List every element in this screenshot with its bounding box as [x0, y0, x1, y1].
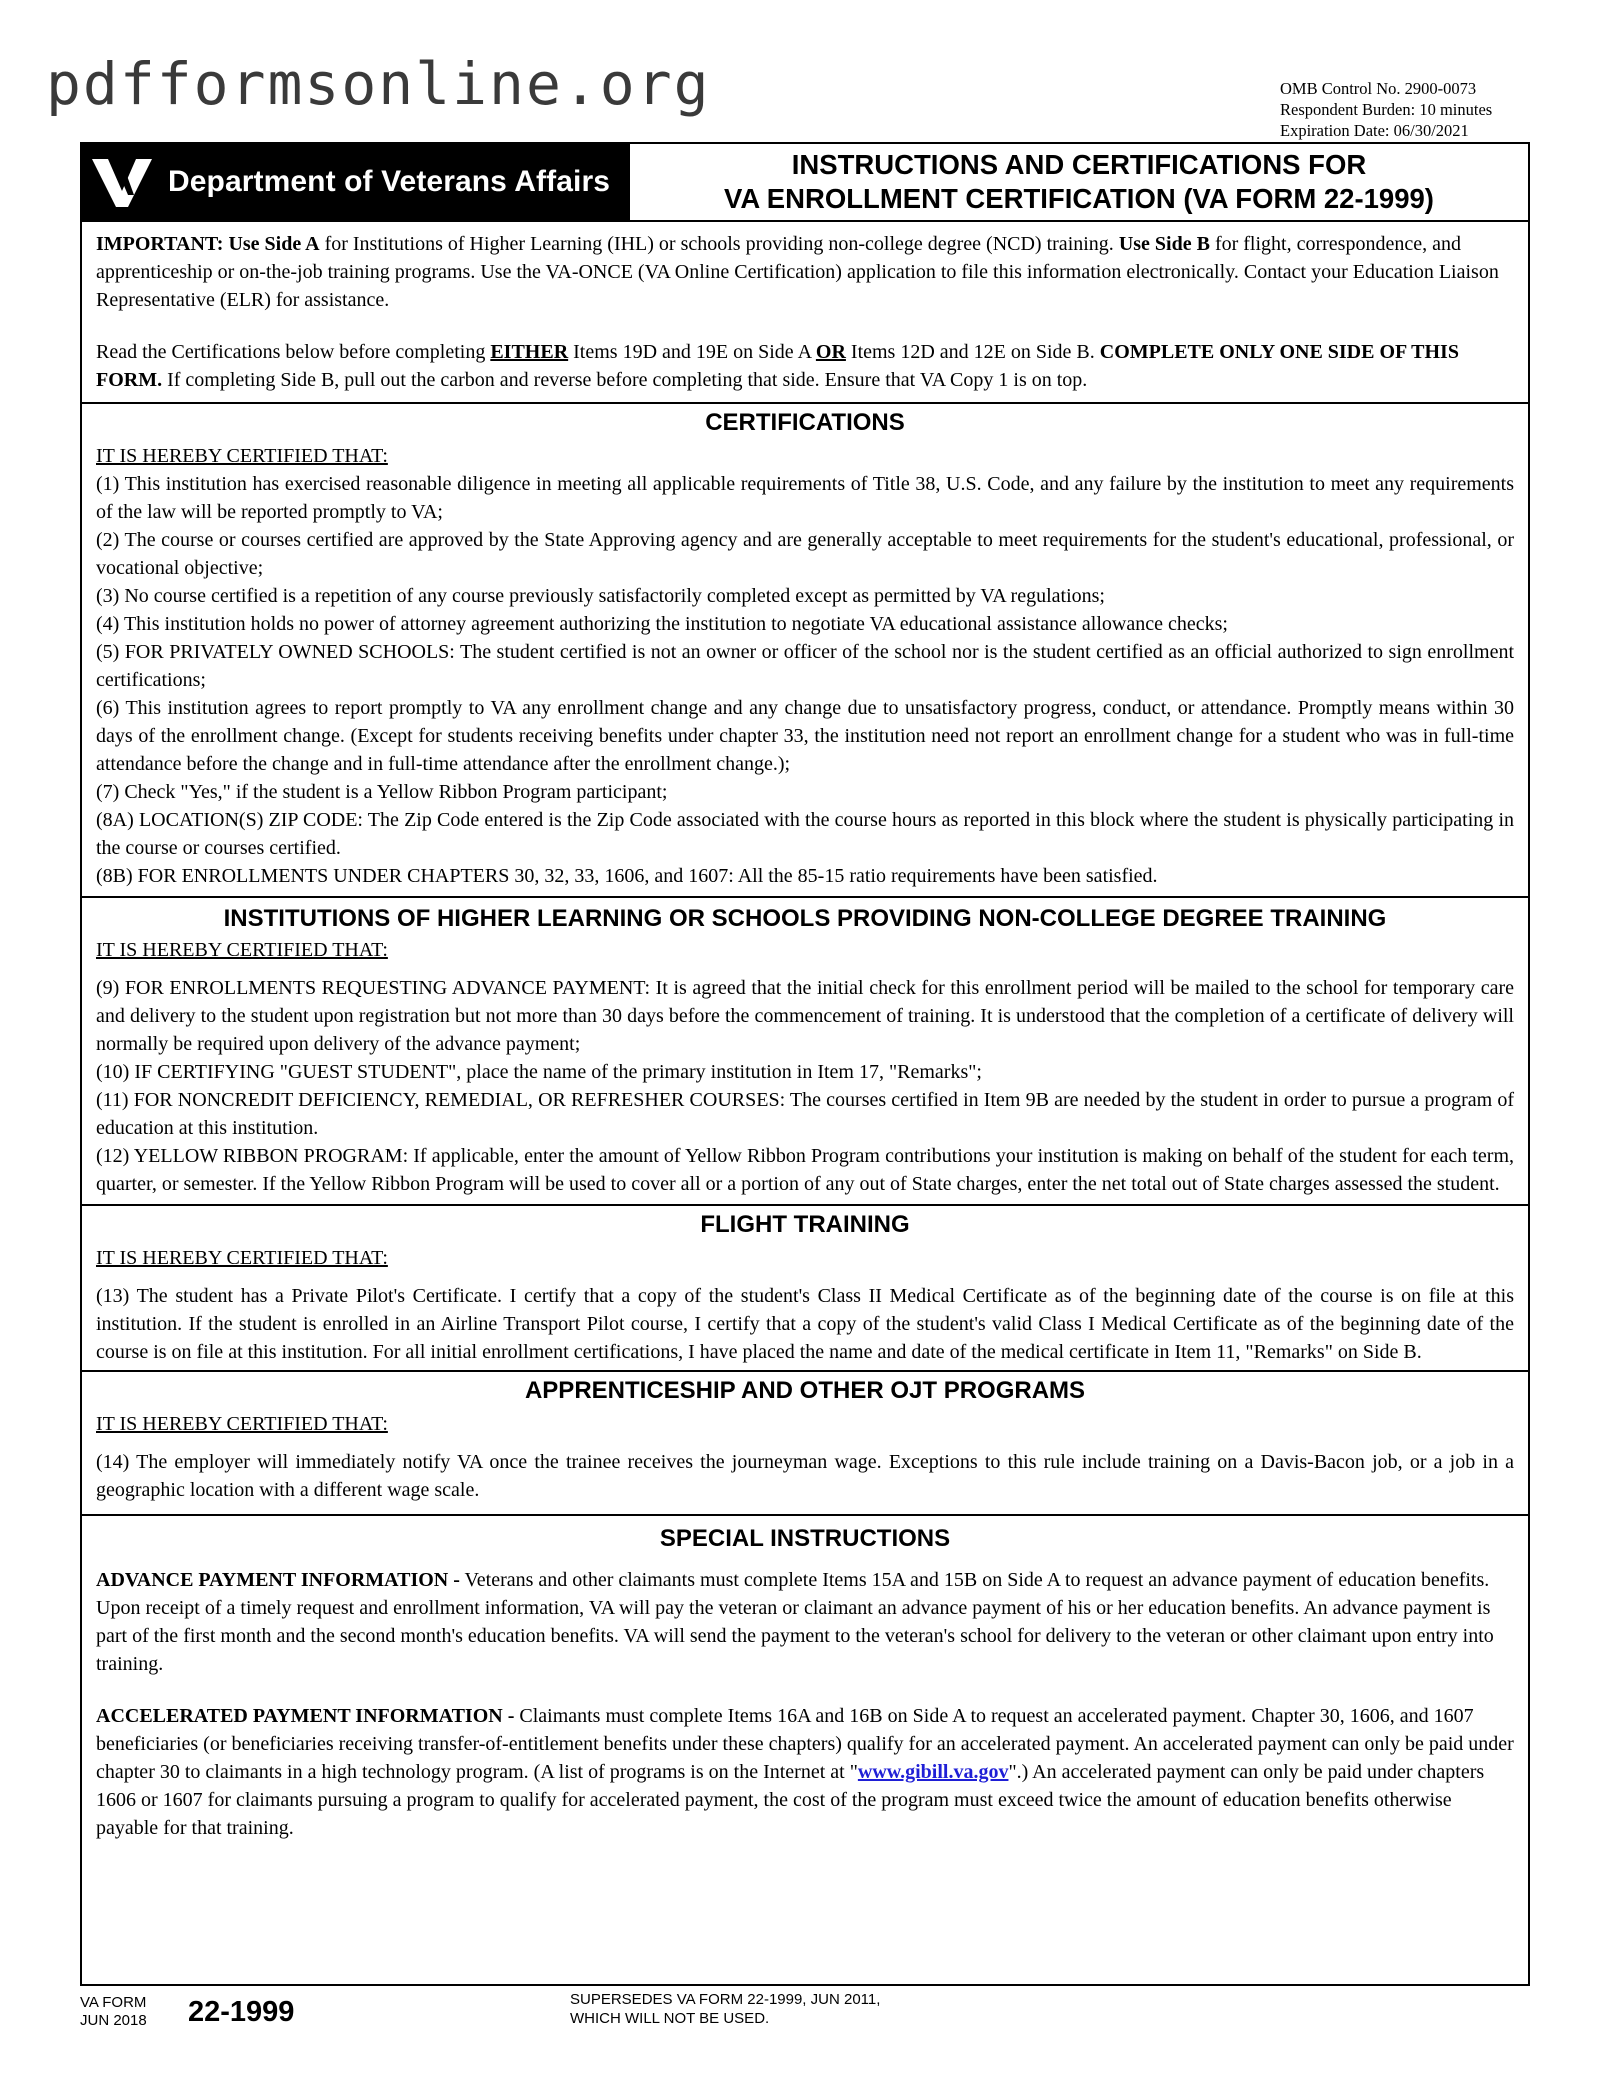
title-line-1: INSTRUCTIONS AND CERTIFICATIONS FOR	[791, 149, 1367, 180]
omb-expiration: Expiration Date: 06/30/2021	[1280, 121, 1469, 140]
apprenticeship-lead: IT IS HEREBY CERTIFIED THAT:	[96, 1413, 388, 1435]
accelerated-label: ACCELERATED PAYMENT INFORMATION -	[96, 1705, 515, 1727]
supersedes-line-1: SUPERSEDES VA FORM 22-1999, JUN 2011,	[570, 1991, 881, 2008]
accelerated-text-2: ".) An accelerated payment can only be paid under chapters 1606 or 1607 for claimants pursuing a program to qualify for accelerated payment, the cost of the program must exceed twice the amount of education benefits otherwise payable for that training.	[96, 1761, 1485, 1839]
ihl-title: INSTITUTIONS OF HIGHER LEARNING OR SCHOOLS PROVIDING NON-COLLEGE DEGREE TRAINING	[223, 905, 1387, 932]
accelerated-text-1: Claimants must complete Items 16A and 16B on Side A to request an accelerated payment. Chapter 30, 1606, and 1607 beneficiaries (or beneficiaries receiving transfer-of-entitlement benefits under these chapters) qualify for an accelerated payment. An accelerated payment can only be paid under chapter 30 to claimants in a high technology program. (A list of programs is on the Internet at "	[96, 1705, 1514, 1783]
either-label: EITHER	[490, 341, 569, 363]
complete-only-label: COMPLETE ONLY ONE SIDE OF THIS FORM.	[96, 341, 1459, 391]
use-side-b: Use Side B	[1118, 233, 1210, 255]
advance-text: Veterans and other claimants must complete Items 15A and 15B on Side A to request an advance payment of education benefits. Upon receipt of a timely request and enrollment information, VA will pay the veteran or claimant an advance payment of his or her education benefits. An advance payment is part of the first month and the second month's education benefits. VA will send the payment to the veteran's school for delivery to the veteran or other claimant upon entry into training.	[96, 1569, 1494, 1675]
advance-paragraph	[96, 1566, 1514, 1678]
omb-burden: Respondent Burden: 10 minutes	[1280, 100, 1493, 119]
ihl-item: (12) YELLOW RIBBON PROGRAM: If applicable, enter the amount of Yellow Ribbon Program contributions your institution is making on behalf of the student for each term, quarter, or semester. If the Yellow Ribbon Program will be used to cover all or a portion of any out of State charges, enter the net total out of State charges assessed the student.	[96, 1145, 1514, 1195]
ihl-section	[82, 898, 1528, 1206]
cert-item: (8B) FOR ENROLLMENTS UNDER CHAPTERS 30, 32, 33, 1606, and 1607: All the 85-15 ratio requirements have been satisfied.	[96, 865, 1158, 887]
important-paragraph	[96, 230, 1514, 314]
title-line-2: VA ENROLLMENT CERTIFICATION (VA FORM 22-1999)	[724, 183, 1434, 214]
ihl-item: (9) FOR ENROLLMENTS REQUESTING ADVANCE PAYMENT: It is agreed that the initial check for this enrollment period will be mailed to the school for temporary care and delivery to the student upon registration but not more than 30 days before the commencement of training. It is understood that the completion of a certificate of delivery will normally be required upon delivery of the advance payment;	[96, 977, 1514, 1055]
cert-item: (2) The course or courses certified are approved by the State Approving agency and are generally acceptable to meet requirements for the student's educational, professional, or vocational objective;	[96, 529, 1514, 579]
important-label: IMPORTANT:	[96, 233, 224, 255]
watermark: pdfformsonline.org	[46, 50, 711, 118]
cert-item: (7) Check "Yes," if the student is a Yellow Ribbon Program participant;	[96, 781, 668, 803]
cert-item: (8A) LOCATION(S) ZIP CODE: The Zip Code entered is the Zip Code associated with the course hours as reported in this block where the student is physically participating in the course or courses certified.	[96, 809, 1514, 859]
read-text-2: Items 19D and 19E on Side A	[568, 341, 816, 363]
cert-item: (1) This institution has exercised reasonable diligence in meeting all applicable requirements of Title 38, U.S. Code, and any failure by the institution to meet any requirements of the law will be reported promptly to VA;	[96, 473, 1514, 523]
va-banner	[82, 144, 630, 220]
supersedes-line-2: WHICH WILL NOT BE USED.	[570, 2010, 770, 2027]
cert-item: (4) This institution holds no power of attorney agreement authorizing the institution to negotiate VA educational assistance allowance checks;	[96, 613, 1228, 635]
va-seal-icon	[88, 151, 156, 213]
flight-lead: IT IS HEREBY CERTIFIED THAT:	[96, 1247, 388, 1269]
footer-form-number: 22-1999	[188, 1996, 295, 2028]
special-section	[82, 1516, 1528, 1850]
ihl-item: (10) IF CERTIFYING "GUEST STUDENT", place the name of the primary institution in Item 17, "Remarks";	[96, 1061, 982, 1083]
footer-form-label	[80, 1994, 147, 2030]
footer-supersedes	[570, 1990, 880, 2028]
form-header	[82, 144, 1528, 222]
omb-control: OMB Control No. 2900-0073	[1280, 79, 1477, 98]
flight-text: (13) The student has a Private Pilot's Certificate. I certify that a copy of the student's Class II Medical Certificate as of the beginning date of the course is on file at this institution. If the student is enrolled in an Airline Transport Pilot course, I certify that a copy of the student's valid Class I Medical Certificate as of the beginning date of the course is on file at this institution. For all initial enrollment certifications, I have placed the name and date of the medical certificate in Item 11, "Remarks" on Side B.	[96, 1285, 1514, 1363]
read-text-4: If completing Side B, pull out the carbon and reverse before completing that side. Ensure that VA Copy 1 is on top.	[162, 369, 1088, 391]
form-frame	[80, 142, 1530, 1986]
important-text-2: for flight, correspondence, and apprenticeship or on-the-job training programs. Use the VA-ONCE (VA Online Certification) application to file this information electronically. Contact your Education Liaison Representative (ELR) for assistance.	[96, 233, 1499, 311]
footer-va-form: VA FORM	[80, 1994, 147, 2011]
or-label: OR	[815, 341, 846, 363]
read-text-1: Read the Certifications below before completing	[96, 341, 491, 363]
agency-name: Department of Veterans Affairs	[168, 165, 611, 198]
flight-section	[82, 1206, 1528, 1372]
form-title	[630, 144, 1528, 220]
omb-info	[1280, 78, 1492, 141]
special-title: SPECIAL INSTRUCTIONS	[659, 1525, 951, 1552]
certifications-title: CERTIFICATIONS	[705, 409, 905, 436]
use-side-a: Use Side A	[228, 233, 320, 255]
advance-label: ADVANCE PAYMENT INFORMATION -	[96, 1569, 460, 1591]
ihl-lead: IT IS HEREBY CERTIFIED THAT:	[96, 939, 388, 961]
apprenticeship-text: (14) The employer will immediately notify VA once the trainee receives the journeyman wage. Exceptions to this rule include training on a Davis-Bacon job, or a job in a geographic location with a different wage scale.	[96, 1451, 1514, 1501]
certifications-lead: IT IS HEREBY CERTIFIED THAT:	[96, 445, 388, 467]
important-text-1: for Institutions of Higher Learning (IHL) or schools providing non-college degree (NCD) training.	[319, 233, 1119, 255]
read-paragraph	[96, 338, 1514, 394]
ihl-item: (11) FOR NONCREDIT DEFICIENCY, REMEDIAL, OR REFRESHER COURSES: The courses certified in Item 9B are needed by the student in order to pursue a program of education at this institution.	[96, 1089, 1514, 1139]
flight-title: FLIGHT TRAINING	[700, 1211, 910, 1238]
apprenticeship-title: APPRENTICESHIP AND OTHER OJT PROGRAMS	[524, 1377, 1086, 1404]
certifications-section	[82, 404, 1528, 898]
read-text-3: Items 12D and 12E on Side B.	[845, 341, 1100, 363]
footer-date: JUN 2018	[80, 2012, 147, 2029]
apprenticeship-section	[82, 1372, 1528, 1516]
gibill-link[interactable]: www.gibill.va.gov	[857, 1761, 1009, 1783]
cert-item: (5) FOR PRIVATELY OWNED SCHOOLS: The student certified is not an owner or officer of the school nor is the student certified as an official authorized to sign enrollment certifications;	[96, 641, 1514, 691]
cert-item: (3) No course certified is a repetition of any course previously satisfactorily completed except as permitted by VA regulations;	[96, 585, 1105, 607]
accelerated-paragraph	[96, 1702, 1514, 1842]
important-section	[82, 222, 1528, 404]
cert-item: (6) This institution agrees to report promptly to VA any enrollment change and any change due to unsatisfactory progress, conduct, or attendance. Promptly means within 30 days of the enrollment change. (Except for students receiving benefits under chapter 33, the institution need not report an enrollment change for a student who was in full-time attendance before the change and in full-time attendance after the enrollment change.);	[96, 697, 1514, 775]
